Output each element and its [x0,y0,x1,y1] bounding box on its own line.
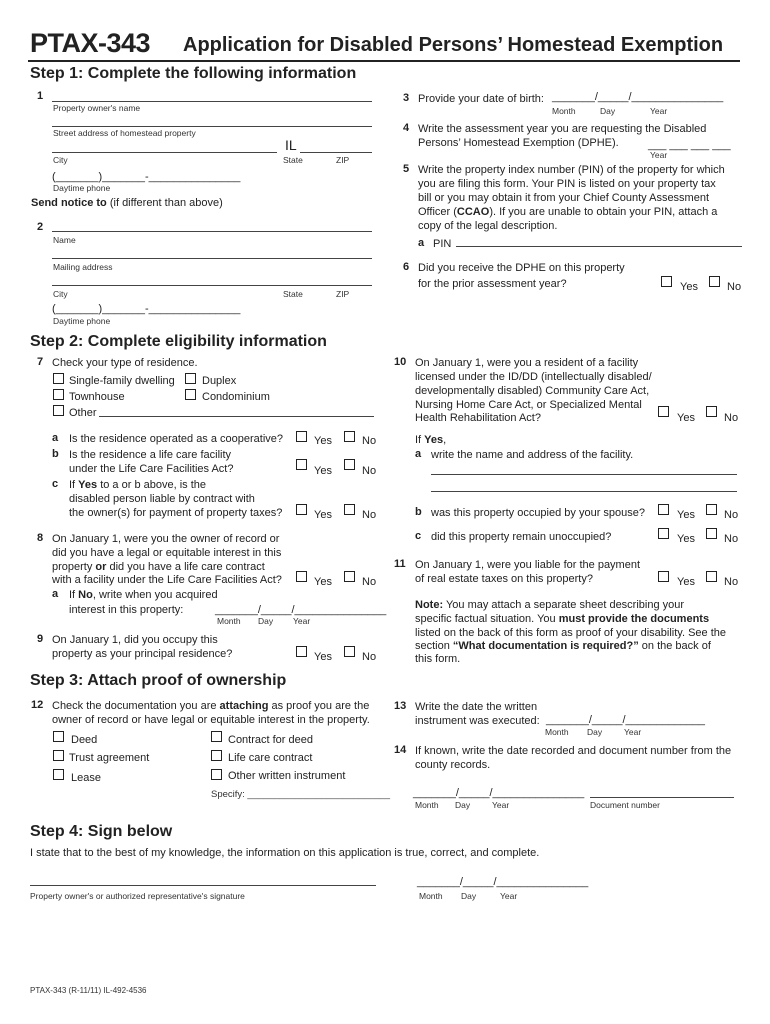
executed-month-label: Month [545,727,569,737]
city2-field[interactable] [52,285,372,286]
birth-year-label: Year [650,106,668,116]
state-value: IL [285,137,297,153]
header-rule [28,60,740,62]
executed-date-field[interactable]: _______/_____/_____________ [546,714,706,726]
q10-yes-checkbox[interactable] [658,406,669,417]
q7b-line2: under the Life Care Facilities Act? [69,463,234,475]
assessment-year-field[interactable]: ___ ___ ___ ___ [648,139,731,151]
res-single-checkbox[interactable] [53,373,64,384]
q7a-letter: a [52,432,59,444]
q7b-letter: b [52,448,59,460]
note-line1: Note: You may attach a separate sheet describing your [415,599,685,611]
name-label: Name [53,235,76,245]
assessment-year-label: Year [650,150,668,160]
q11-number: 11 [394,558,406,570]
acquired-year-label: Year [293,616,311,626]
form-title: Application for Disabled Persons’ Homestead Exemption [183,34,724,56]
q11-no-label: No [724,576,739,588]
note-line3: listed on the back of this form as proof of your disability. See the [415,627,727,639]
q10c-no-label: No [724,533,739,545]
executed-day-label: Day [587,727,603,737]
q6-line1: Did you receive the DPHE on this property [418,262,625,274]
q7c-line1: If Yes to a or b above, is the [69,479,206,491]
q4-line2: Persons’ Homestead Exemption (DPHE). [418,137,619,149]
contract-deed-checkbox[interactable] [211,731,222,742]
q7a-no-checkbox[interactable] [344,431,355,442]
q7c-yes-checkbox[interactable] [296,504,307,515]
res-other-label: Other [69,407,97,419]
q6-yes-label: Yes [680,281,698,293]
q10b-yes-label: Yes [677,509,695,521]
q10a-text: write the name and address of the facility. [431,449,634,461]
city2-label: City [53,289,68,299]
res-single-label: Single-family dwelling [69,375,175,387]
q9-no-checkbox[interactable] [344,646,355,657]
q10b-text: was this property occupied by your spouse? [431,507,646,519]
q8-no-label: No [362,576,377,588]
step3-heading: Step 3: Attach proof of ownership [30,672,287,689]
q10c-letter: c [415,530,422,542]
q7a-yes-checkbox[interactable] [296,431,307,442]
q1-number: 1 [37,90,44,102]
facility-field-2[interactable] [431,491,737,492]
q9-no-label: No [362,651,377,663]
q8a-letter: a [52,588,59,600]
q12-line2: owner of record or have legal or equitable interest in the property. [52,714,370,726]
q7-text: Check your type of residence. [52,357,198,369]
mailing-field[interactable] [52,258,372,259]
q10-line1: On January 1, were you a resident of a facility [415,357,639,369]
step2-heading: Step 2: Complete eligibility information [30,333,327,350]
q9-line2: property as your principal residence? [52,648,233,660]
pin-field[interactable] [456,246,742,247]
q13-number: 13 [394,700,407,712]
q5-line4: Officer (CCAO). If you are unable to obtain your PIN, attach a [418,206,718,218]
document-number-label: Document number [590,800,660,810]
q6-yes-checkbox[interactable] [661,276,672,287]
q10a-letter: a [415,448,422,460]
q11-yes-label: Yes [677,576,695,588]
deed-label: Deed [71,734,98,746]
daytime-phone-field[interactable]: (_______)_______-_______________ [52,171,241,183]
signature-date-field[interactable]: _______/_____/_______________ [417,876,589,888]
trust-label: Trust agreement [69,752,150,764]
state-field [300,152,372,153]
q7a-text: Is the residence operated as a cooperative? [69,433,284,445]
q7a-no-label: No [362,435,377,447]
q10-line4: Nursing Home Care Act, or Specialized Mental [415,399,642,411]
q5a-letter: a [418,237,425,249]
q10-no-checkbox[interactable] [706,406,717,417]
q14-line1: If known, write the date recorded and document number from the [415,745,732,757]
life-care-label: Life care contract [228,752,313,764]
deed-checkbox[interactable] [53,731,64,742]
acquired-month-label: Month [217,616,241,626]
trust-checkbox[interactable] [53,750,64,761]
q7b-line1: Is the residence a life care facility [69,449,232,461]
q10-yes-label: Yes [677,412,695,424]
q10c-yes-label: Yes [677,533,695,545]
city-field[interactable] [52,152,277,153]
q5-number: 5 [403,163,410,175]
form-revision: PTAX-343 (R-11/11) IL-492-4536 [30,986,147,995]
q6-no-checkbox[interactable] [709,276,720,287]
res-townhouse-checkbox[interactable] [53,389,64,400]
send-notice-label: Send notice to (if different than above) [31,197,223,209]
q8-number: 8 [37,532,44,544]
acquired-day-label: Day [258,616,274,626]
note-line4: section “What documentation is required?” on the back of [415,640,711,652]
owner-name-label: Property owner's name [53,103,141,113]
document-number-field[interactable] [590,797,734,798]
other-instrument-label: Other written instrument [228,770,346,782]
q7b-yes-checkbox[interactable] [296,459,307,470]
q5-line1: Write the property index number (PIN) of the property for which [418,164,725,176]
q8-line4: with a facility under the Life Care Facilities Act? [52,574,282,586]
q7b-yes-label: Yes [314,465,332,477]
q11-line2: of real estate taxes on this property? [415,573,593,585]
q8-line2: did you have a legal or equitable interest in this [52,547,282,559]
q7c-no-label: No [362,509,377,521]
lease-checkbox[interactable] [53,769,64,780]
q4-number: 4 [403,122,410,134]
step4-heading: Step 4: Sign below [30,823,173,840]
street-field[interactable] [52,126,372,127]
q12-line1: Check the documentation you are attaching as proof you are the [52,700,370,712]
res-other-field[interactable] [99,416,374,417]
q7c-line3: the owner(s) for payment of property taxes? [69,507,283,519]
sign-year-label: Year [500,891,518,901]
state-label: State [283,155,303,165]
q13-line1: Write the date the written [415,701,538,713]
q10b-no-label: No [724,509,739,521]
sign-month-label: Month [419,891,443,901]
q2-number: 2 [37,221,44,233]
q10-line2: licensed under the ID/DD (intellectually disabled/ [415,371,652,383]
q8a-line1: If No, write when you acquired [69,589,218,601]
q10c-yes-checkbox[interactable] [658,528,669,539]
q10-no-label: No [724,412,739,424]
q6-no-label: No [727,281,742,293]
q7a-yes-label: Yes [314,435,332,447]
res-other-checkbox[interactable] [53,405,64,416]
signature-label: Property owner's or authorized representative's signature [30,891,245,901]
note-line2: specific factual situation. You must provide the documents [415,613,710,625]
birth-month-label: Month [552,106,576,116]
q13-line2: instrument was executed: [415,715,540,727]
q7-number: 7 [37,356,44,368]
q10b-letter: b [415,506,422,518]
other-instrument-checkbox[interactable] [211,769,222,780]
q10-line3: developmentally disabled) Community Care Act, [415,385,650,397]
q10c-no-checkbox[interactable] [706,528,717,539]
q8-no-checkbox[interactable] [344,571,355,582]
specify-field[interactable]: Specify: ___________________________ [211,789,391,800]
acquired-date-field[interactable]: _______/_____/_______________ [215,604,387,616]
life-care-checkbox[interactable] [211,750,222,761]
pin-label: PIN [433,238,452,250]
res-townhouse-label: Townhouse [69,391,125,403]
q10-if-yes: If Yes, [415,434,447,446]
signature-field[interactable] [30,885,376,886]
q10-number: 10 [394,356,407,368]
q10b-no-checkbox[interactable] [706,504,717,515]
q5-line5: copy of the legal description. [418,220,558,232]
zip2-label: ZIP [336,289,350,299]
q11-no-checkbox[interactable] [706,571,717,582]
street-label: Street address of homestead property [53,128,196,138]
name-field[interactable] [52,231,372,232]
state2-label: State [283,289,303,299]
recorded-date-field[interactable]: _______/_____/_______________ [413,787,585,799]
q6-number: 6 [403,261,410,273]
form-id: PTAX-343 [30,28,151,58]
certification-statement: I state that to the best of my knowledge, the information on this application is true, correct, and complete. [30,847,540,859]
res-condo-label: Condominium [202,391,270,403]
q6-line2: for the prior assessment year? [418,278,567,290]
recorded-year-label: Year [492,800,510,810]
q7c-no-checkbox[interactable] [344,504,355,515]
recorded-month-label: Month [415,800,439,810]
facility-field-1[interactable] [431,474,737,475]
q7b-no-label: No [362,465,377,477]
q5-line2: you are filing this form. Your PIN is listed on your property tax [418,178,716,190]
q9-line1: On January 1, did you occupy this [52,634,218,646]
q8-yes-label: Yes [314,576,332,588]
daytime-phone2-field[interactable]: (_______)_______-_______________ [52,303,241,315]
q7c-line2: disabled person liable by contract with [69,493,255,505]
q7c-yes-label: Yes [314,509,332,521]
q11-yes-checkbox[interactable] [658,571,669,582]
q14-number: 14 [394,744,407,756]
q12-number: 12 [31,699,44,711]
q8a-line2: interest in this property: [69,604,184,616]
city-label: City [53,155,68,165]
contract-deed-label: Contract for deed [228,734,313,746]
res-duplex-label: Duplex [202,375,237,387]
q11-line1: On January 1, were you liable for the payment [415,559,641,571]
birth-day-label: Day [600,106,616,116]
birth-date-field[interactable]: _______/_____/_______________ [552,91,724,103]
daytime-phone2-label: Daytime phone [53,316,111,326]
q14-line2: county records. [415,759,491,771]
q7b-no-checkbox[interactable] [344,459,355,470]
recorded-day-label: Day [455,800,471,810]
q8-yes-checkbox[interactable] [296,571,307,582]
res-duplex-checkbox[interactable] [185,373,196,384]
q8-line1: On January 1, were you the owner of record or [52,533,280,545]
lease-label: Lease [71,772,101,784]
note-line5: this form. [415,653,461,665]
q4-line1: Write the assessment year you are requesting the Disabled [418,123,707,135]
q10-line5: Health Rehabilitation Act? [415,412,541,424]
q3-number: 3 [403,92,410,104]
owner-name-field[interactable] [52,101,372,102]
sign-day-label: Day [461,891,477,901]
executed-year-label: Year [624,727,642,737]
res-condo-checkbox[interactable] [185,389,196,400]
zip-label: ZIP [336,155,350,165]
q9-number: 9 [37,633,44,645]
daytime-phone-label: Daytime phone [53,183,111,193]
q5-line3: bill or you may obtain it from your Chief County Assessment [418,192,710,204]
q9-yes-label: Yes [314,651,332,663]
q10b-yes-checkbox[interactable] [658,504,669,515]
mailing-label: Mailing address [53,262,113,272]
q9-yes-checkbox[interactable] [296,646,307,657]
q7c-letter: c [52,478,59,490]
q3-text: Provide your date of birth: [418,93,544,105]
q8-line3: property or did you have a life care contract [52,561,265,573]
step1-heading: Step 1: Complete the following information [30,65,357,82]
q10c-text: did this property remain unoccupied? [431,531,612,543]
